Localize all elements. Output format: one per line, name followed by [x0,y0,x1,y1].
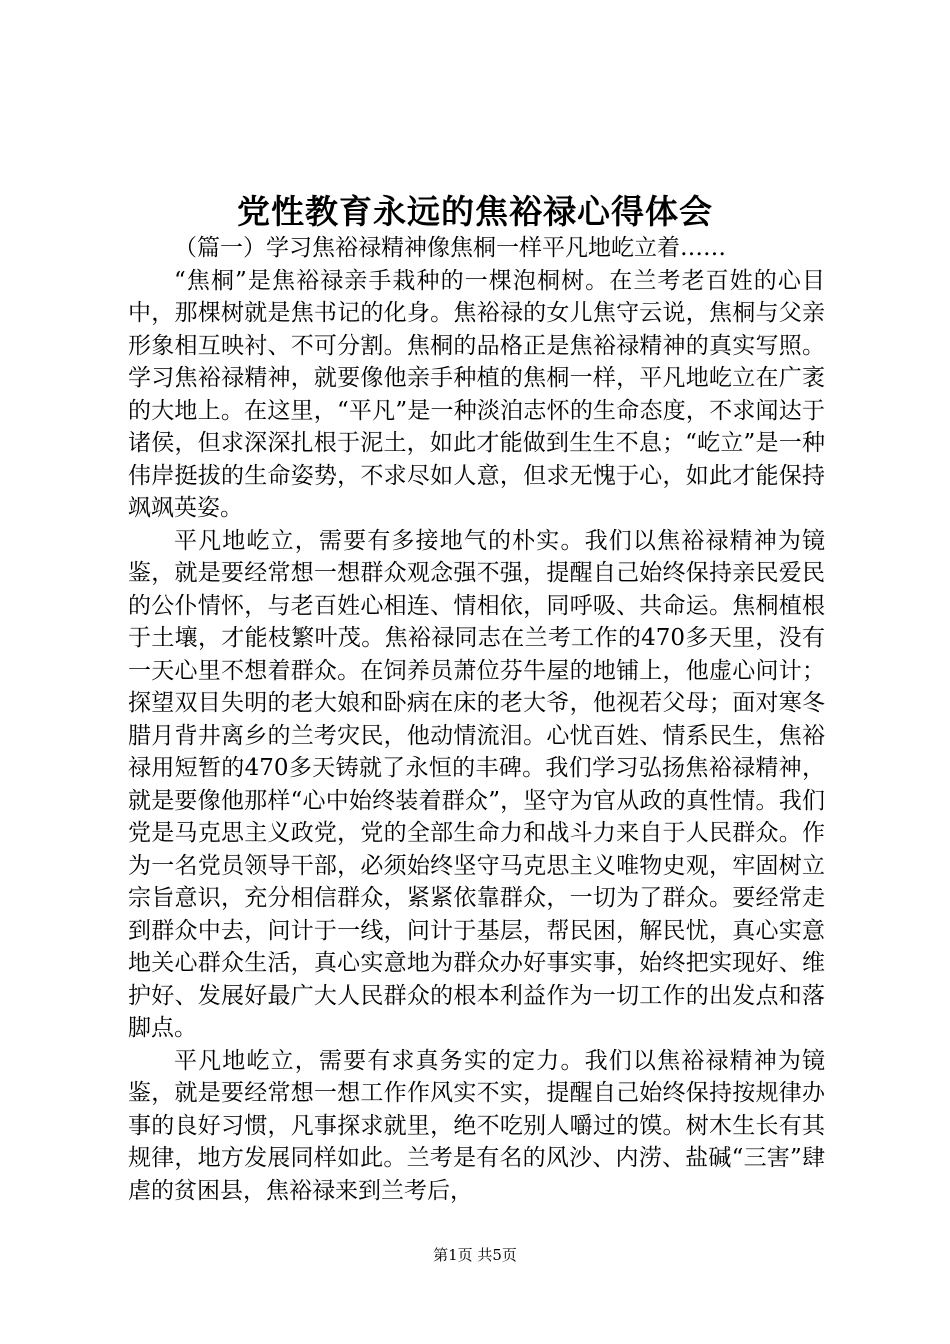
paragraph-2: 平凡地屹立，需要有多接地气的朴实。我们以焦裕禄精神为镜鉴，就是要经常想一想群众观念强不强，提醒自己始终保持亲民爱民的公仆情怀，与老百姓心相连、情相依，同呼吸、共命运。焦桐植根于土壤，才能枝繁叶茂。焦裕禄同志在兰考工作的470多天里，没有一天心里不想着群众。在饲养员萧位芬牛屋的地铺上，他虚心问计；探望双目失明的老大娘和卧病在床的老大爷，他视若父母；面对寒冬腊月背井离乡的兰考灾民，他动情流泪。心忧百姓、情系民生，焦裕禄用短暂的470多天铸就了永恒的丰碑。我们学习弘扬焦裕禄精神，就是要像他那样“心中始终装着群众”，坚守为官从政的真性情。我们党是马克思主义政党，党的全部生命力和战斗力来自于人民群众。作为一名党员领导干部，必须始终坚守马克思主义唯物史观，牢固树立宗旨意识，充分相信群众，紧紧依靠群众，一切为了群众。要经常走到群众中去，问计于一线，问计于基层，帮民困，解民忧，真心实意地关心群众生活，真心实意地为群众办好事实事，始终把实现好、维护好、发展好最广大人民群众的根本利益作为一切工作的出发点和落脚点。 [128,527,825,1041]
section-subheading: （篇一）学习焦裕禄精神像焦桐一样平凡地屹立着…… [174,235,726,261]
page-number-footer: 第1页 共5页 [433,1246,517,1264]
document-body [128,232,825,1207]
page-title: 党性教育永远的焦裕禄心得体会 [237,192,713,231]
paragraph-3: 平凡地屹立，需要有求真务实的定力。我们以焦裕禄精神为镜鉴，就是要经常想一想工作作风实不实，提醒自己始终保持按规律办事的良好习惯，凡事探求就里，绝不吃别人嚼过的馍。树木生长有其规律，地方发展同样如此。兰考是有名的风沙、内涝、盐碱“三害”肆虐的贫困县，焦裕禄来到兰考后， [128,1047,825,1204]
paragraph-1: “焦桐”是焦裕禄亲手栽种的一棵泡桐树。在兰考老百姓的心目中，那棵树就是焦书记的化身。焦裕禄的女儿焦守云说，焦桐与父亲形象相互映衬、不可分割。焦桐的品格正是焦裕禄精神的真实写照。学习焦裕禄精神，就要像他亲手种植的焦桐一样，平凡地屹立在广袤的大地上。在这里，“平凡”是一种淡泊志怀的生命态度，不求闻达于诸侯，但求深深扎根于泥土，如此才能做到生生不息；“屹立”是一种伟岸挺拔的生命姿势，不求尽如人意，但求无愧于心，如此才能保持飒飒英姿。 [128,267,825,521]
